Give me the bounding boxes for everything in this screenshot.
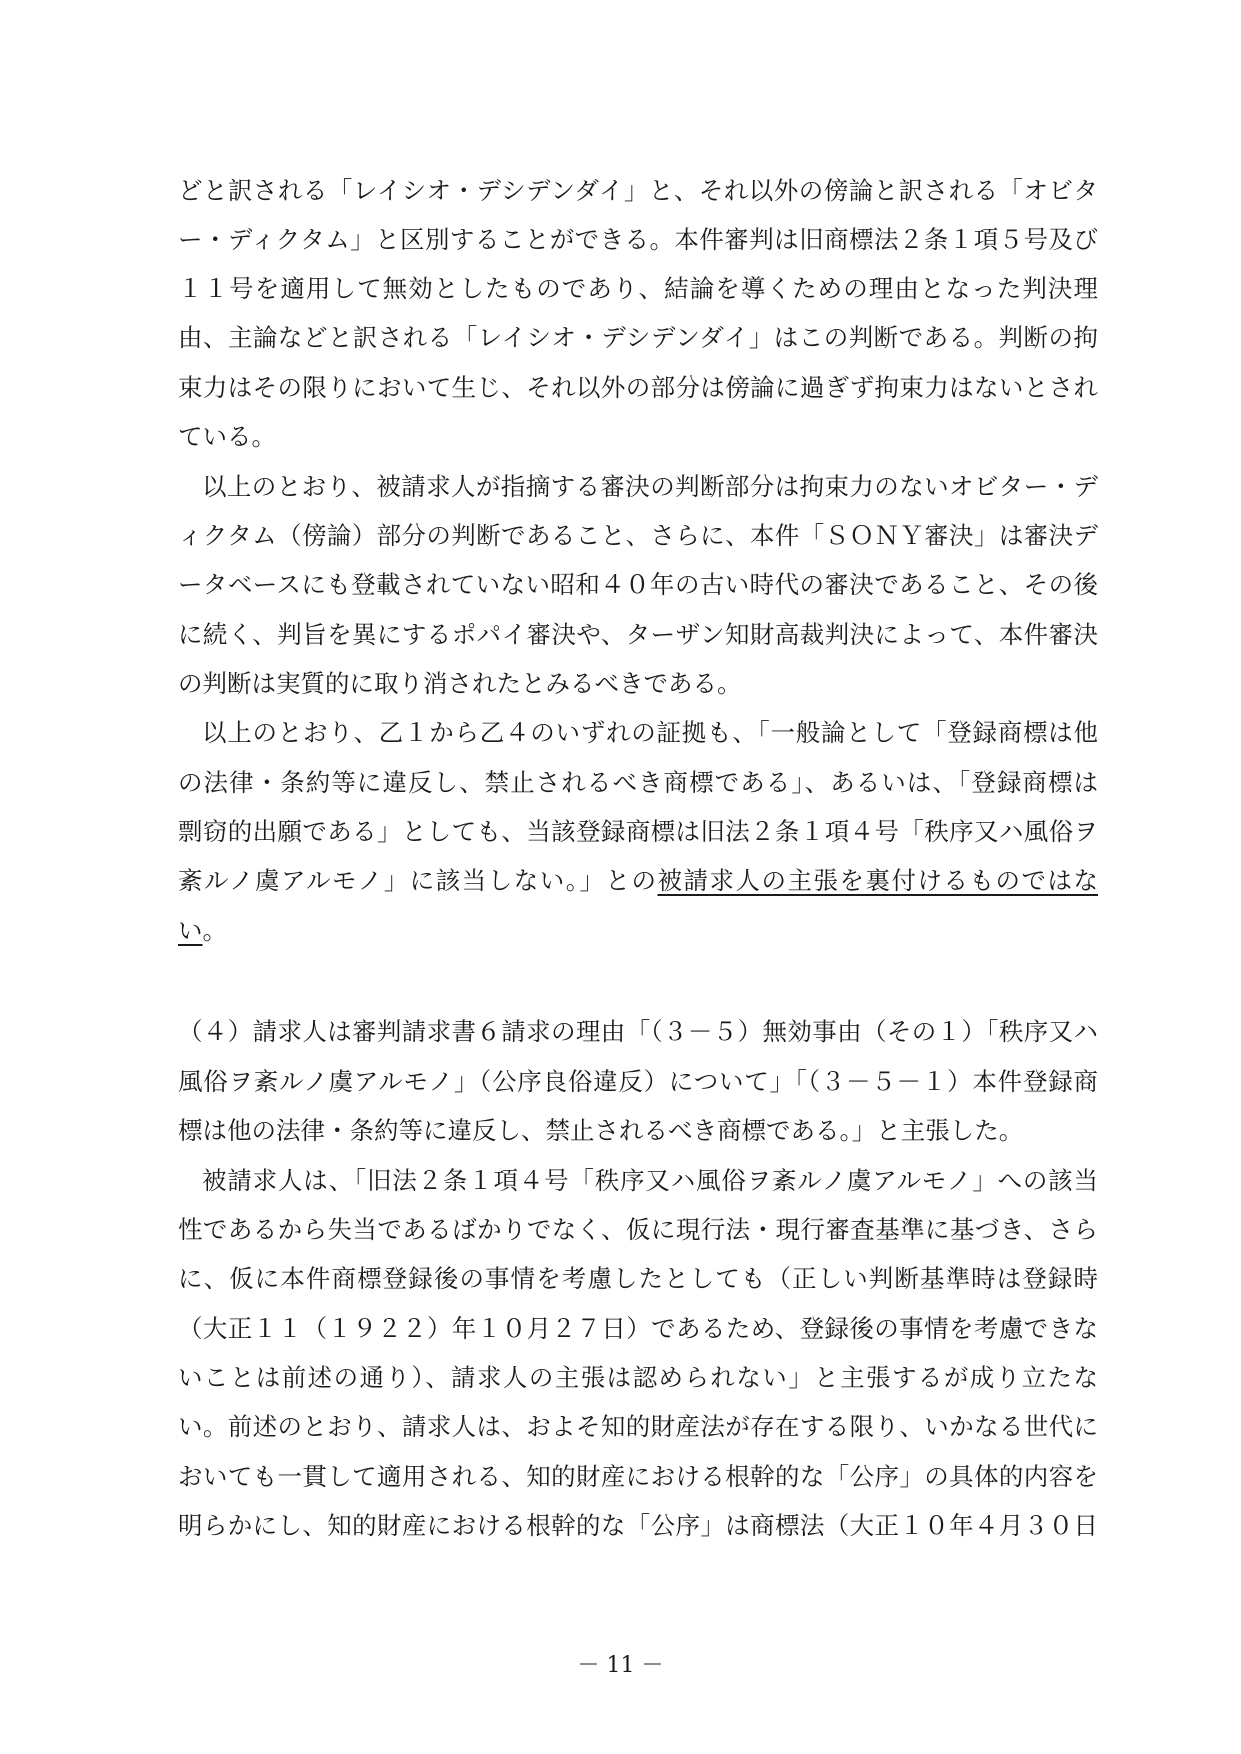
text-line: に、仮に本件商標登録後の事情を考慮したとしても（正しい判断基準時は登録時 (178, 1264, 1098, 1293)
text-line: （４）請求人は審判請求書６請求の理由「（３－５）無効事由（その１）「秩序又ハ (178, 1017, 1098, 1046)
text-line: 風俗ヲ紊ルノ虞アルモノ」（公序良俗違反）について」「（３－５－１）本件登録商 (178, 1067, 1098, 1096)
text-line: い。前述のとおり、請求人は、およそ知的財産法が存在する限り、いかなる世代に (178, 1412, 1098, 1441)
text-line: どと訳される「レイシオ・デシデンダイ」と、それ以外の傍論と訳される「オビタ (178, 176, 1098, 205)
text-line: に続く、判旨を異にするポパイ審決や、ターザン知財高裁判決によって、本件審決 (178, 620, 1098, 649)
text-line: ィクタム（傍論）部分の判断であること、さらに、本件「ＳＯＮＹ審決」は審決デ (178, 521, 1098, 550)
page-number: － 11 － (577, 1653, 664, 1678)
text-line: 以上のとおり、被請求人が指摘する審決の判断部分は拘束力のないオビター・デ (202, 472, 1098, 501)
text-line (178, 866, 1098, 896)
text-line: の判断は実質的に取り消されたとみるべきである。 (178, 669, 742, 698)
text-line: ー・ディクタム」と区別することができる。本件審判は旧商標法２条１項５号及び (178, 225, 1098, 254)
text-line (178, 916, 1098, 946)
underlined-text: い (178, 916, 203, 945)
text-line: の法律・条約等に違反し、禁止されるべき商標である」、あるいは、「登録商標は (178, 768, 1098, 797)
text-run: 紊ルノ虞アルモノ」に該当しない。」との (178, 866, 658, 895)
text-line: 明らかにし、知的財産における根幹的な「公序」は商標法（大正１０年４月３０日 (178, 1511, 1098, 1540)
underlined-text: 被請求人の主張を裏付けるものではな (657, 866, 1098, 895)
text-line: いことは前述の通り）、請求人の主張は認められない」と主張するが成り立たな (178, 1363, 1098, 1392)
text-line: 剽窃的出願である」としても、当該登録商標は旧法２条１項４号「秩序又ハ風俗ヲ (178, 817, 1098, 846)
text-line: （大正１１（１９２２）年１０月２７日）であるため、登録後の事情を考慮できな (178, 1314, 1098, 1343)
text-line: 標は他の法律・条約等に違反し、禁止されるべき商標である。」と主張した。 (178, 1116, 1024, 1145)
text-line: 被請求人は、「旧法２条１項４号「秩序又ハ風俗ヲ紊ルノ虞アルモノ」への該当 (202, 1166, 1098, 1195)
text-line: １１号を適用して無効としたものであり、結論を導くための理由となった判決理 (178, 274, 1098, 303)
text-line: 束力はその限りにおいて生じ、それ以外の部分は傍論に過ぎず拘束力はないとされ (178, 373, 1098, 402)
text-line: ータベースにも登載されていない昭和４０年の古い時代の審決であること、その後 (178, 570, 1098, 599)
text-line: 以上のとおり、乙１から乙４のいずれの証拠も、「一般論として「登録商標は他 (202, 718, 1098, 747)
text-line: おいても一貫して適用される、知的財産における根幹的な「公序」の具体的内容を (178, 1462, 1098, 1491)
text-line: ている。 (178, 422, 276, 451)
text-line: 性であるから失当であるばかりでなく、仮に現行法・現行審査基準に基づき、さら (178, 1215, 1098, 1244)
text-line: 由、主論などと訳される「レイシオ・デシデンダイ」はこの判断である。判断の拘 (178, 323, 1098, 352)
text-run: 。 (202, 916, 227, 945)
